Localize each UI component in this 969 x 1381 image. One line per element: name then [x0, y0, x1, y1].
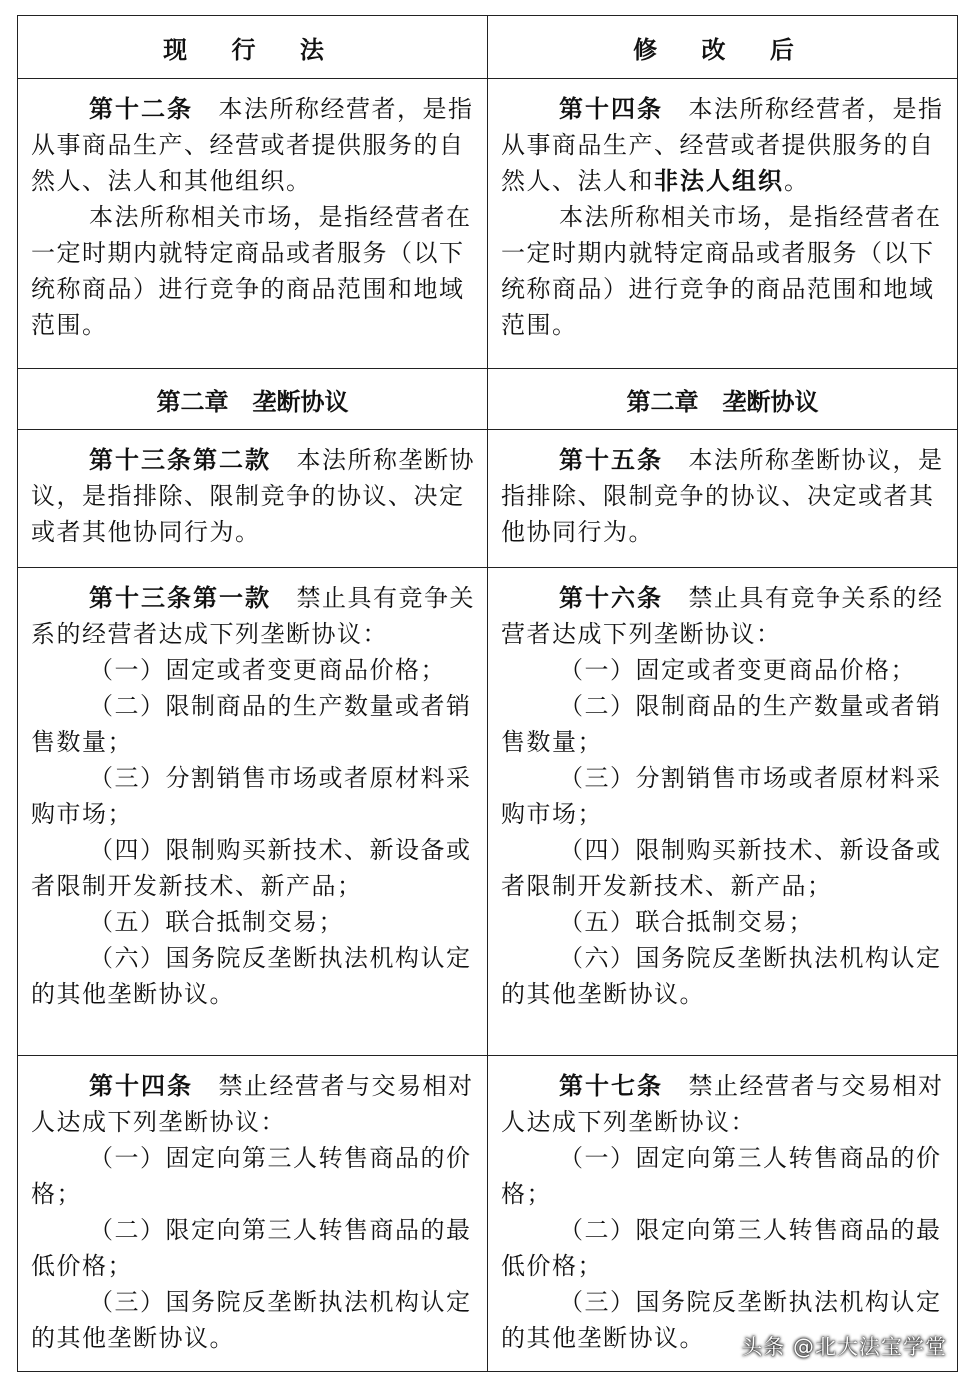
article-number: 第十七条: [559, 1072, 663, 1100]
article-number: 第十五条: [559, 446, 663, 474]
paragraph: [31, 1068, 475, 1140]
article-text: （一）固定向第三人转售商品的价格；: [501, 1144, 942, 1208]
article-cell-current: [18, 1056, 488, 1372]
paragraph: [501, 904, 945, 940]
chapter-title-current: 第二章 垄断协议: [18, 369, 488, 430]
article-text: （六）国务院反垄断执法机构认定的其他垄断协议。: [31, 944, 472, 1008]
article-text: （二）限制商品的生产数量或者销售数量；: [31, 692, 472, 756]
article-number: 第十四条: [559, 95, 663, 123]
chapter-row: [18, 369, 958, 430]
header-row: [18, 16, 958, 79]
article-text: 本法所称垄断协议，是指排除、限制竞争的协议、决定或者其他协同行为。: [501, 446, 944, 546]
article-text: （一）固定向第三人转售商品的价格；: [31, 1144, 472, 1208]
paragraph: [31, 1284, 475, 1356]
article-text: 本法所称垄断协议，是指排除、限制竞争的协议、决定或者其他协同行为。: [31, 446, 475, 546]
paragraph: [31, 199, 475, 343]
comparison-table: [17, 15, 958, 1372]
article-text: （一）固定或者变更商品价格；: [559, 656, 916, 684]
article-text: （三）分割销售市场或者原材料采购市场；: [501, 764, 942, 828]
header-current-law: 现 行 法: [18, 16, 488, 79]
paragraph: [31, 580, 475, 652]
article-text: （五）联合抵制交易；: [559, 908, 814, 936]
paragraph: [501, 91, 945, 199]
chapter-title-amended: 第二章 垄断协议: [488, 369, 958, 430]
article-text: 本法所称相关市场，是指经营者在一定时期内就特定商品或者服务（以下统称商品）进行竞争的商品范围和地域范围。: [31, 203, 472, 339]
article-row: [18, 1056, 958, 1372]
paragraph: [31, 760, 475, 832]
article-text: （四）限制购买新技术、新设备或者限制开发新技术、新产品；: [501, 836, 942, 900]
paragraph: [501, 832, 945, 904]
article-cell-amended: [488, 568, 958, 1056]
article-text: （三）国务院反垄断执法机构认定的其他垄断协议。: [501, 1288, 942, 1352]
article-row: [18, 430, 958, 568]
paragraph: [31, 688, 475, 760]
article-text: 禁止具有竞争关系的经营者达成下列垄断协议：: [31, 584, 475, 648]
article-row: [18, 568, 958, 1056]
paragraph: [31, 442, 475, 550]
article-cell-current: [18, 430, 488, 568]
article-text: （二）限定向第三人转售商品的最低价格；: [501, 1216, 942, 1280]
article-number: 非法人组织: [654, 167, 784, 195]
article-text: 本法所称经营者，是指从事商品生产、经营或者提供服务的自然人、法人和: [501, 95, 944, 195]
paragraph: [501, 442, 945, 550]
article-cell-amended: [488, 430, 958, 568]
article-text: （五）联合抵制交易；: [89, 908, 344, 936]
paragraph: [501, 1068, 945, 1140]
article-number: 第十三条第一款: [89, 584, 271, 612]
article-text: （三）国务院反垄断执法机构认定的其他垄断协议。: [31, 1288, 472, 1352]
article-cell-amended: [488, 1056, 958, 1372]
paragraph: [501, 760, 945, 832]
paragraph: [501, 940, 945, 1012]
article-text: （三）分割销售市场或者原材料采购市场；: [31, 764, 472, 828]
article-text: 。: [784, 167, 810, 195]
article-text: （四）限制购买新技术、新设备或者限制开发新技术、新产品；: [31, 836, 472, 900]
paragraph: [501, 688, 945, 760]
paragraph: [501, 199, 945, 343]
article-number: 第十四条: [89, 1072, 193, 1100]
article-text: 禁止经营者与交易相对人达成下列垄断协议：: [501, 1072, 944, 1136]
article-text: （六）国务院反垄断执法机构认定的其他垄断协议。: [501, 944, 942, 1008]
paragraph: [501, 1140, 945, 1212]
paragraph: [31, 652, 475, 688]
paragraph: [31, 91, 475, 199]
article-text: （二）限定向第三人转售商品的最低价格；: [31, 1216, 472, 1280]
article-number: 第十二条: [89, 95, 193, 123]
article-text: 本法所称经营者，是指从事商品生产、经营或者提供服务的自然人、法人和其他组织。: [31, 95, 474, 195]
paragraph: [31, 832, 475, 904]
article-cell-current: [18, 568, 488, 1056]
paragraph: [501, 580, 945, 652]
article-text: 禁止经营者与交易相对人达成下列垄断协议：: [31, 1072, 474, 1136]
article-text: 禁止具有竞争关系的经营者达成下列垄断协议：: [501, 584, 944, 648]
article-number: 第十三条第二款: [89, 446, 271, 474]
article-text: （二）限制商品的生产数量或者销售数量；: [501, 692, 942, 756]
article-cell-amended: [488, 79, 958, 369]
paragraph: [31, 904, 475, 940]
article-number: 第十六条: [559, 584, 663, 612]
paragraph: [31, 1212, 475, 1284]
article-text: （一）固定或者变更商品价格；: [89, 656, 446, 684]
paragraph: [31, 1140, 475, 1212]
paragraph: [31, 940, 475, 1012]
article-text: 本法所称相关市场，是指经营者在一定时期内就特定商品或者服务（以下统称商品）进行竞争的商品范围和地域范围。: [501, 203, 942, 339]
source-watermark: 头条 @北大法宝学堂: [741, 1335, 947, 1359]
paragraph: [501, 1212, 945, 1284]
article-row: [18, 79, 958, 369]
article-cell-current: [18, 79, 488, 369]
header-amended-law: 修 改 后: [488, 16, 958, 79]
paragraph: [501, 652, 945, 688]
